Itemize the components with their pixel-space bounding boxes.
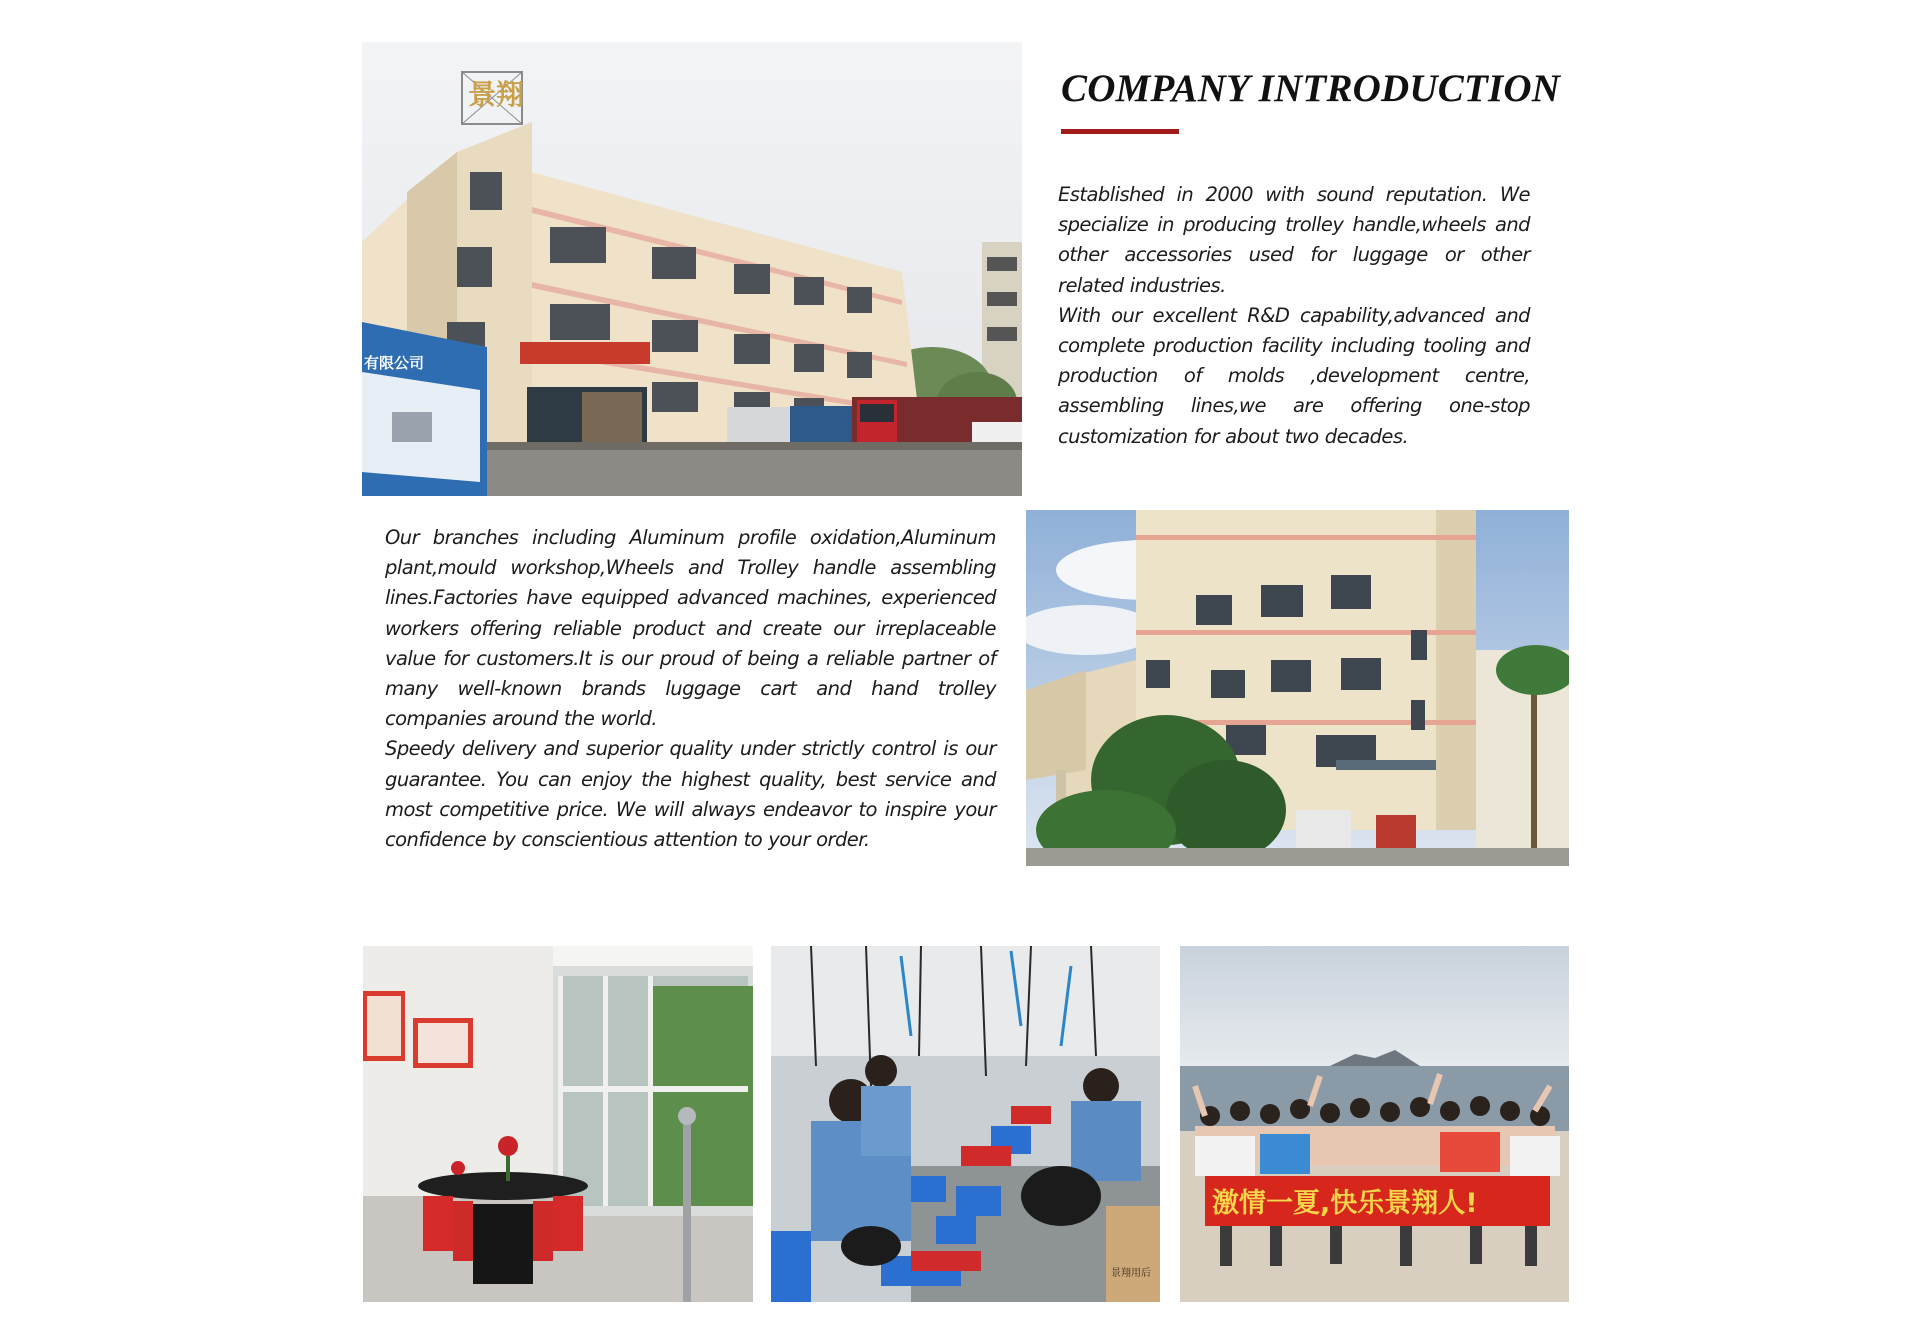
- intro-text: [1058, 180, 1530, 452]
- intro-paragraph: With our excellent R&D capability,advanced and complete production facility including tooling and production of molds ,development centre, assembling lines,we are offering one-stop customization for about two decades.: [1058, 303, 1530, 448]
- intro-paragraph: Established in 2000 with sound reputation. We specialize in producing trolley handle,wheels and other accessories used for luggage or other related industries.: [1058, 183, 1530, 297]
- title-underline: [1061, 129, 1179, 134]
- beach-banner-text: 激情一夏,快乐景翔人!: [1212, 1188, 1478, 1219]
- rooftop-sign-text: 景翔: [468, 78, 525, 111]
- booth-sign-text: 有限公司: [364, 354, 425, 372]
- branches-text: [385, 523, 996, 855]
- page-title: COMPANY INTRODUCTION: [1061, 67, 1561, 110]
- branches-paragraph: Speedy delivery and superior quality under strictly control is our guarantee. You can enjoy the highest quality, best service and most competitive price. We will always endeavor to inspire your confidence by conscientious attention to your order.: [385, 737, 996, 852]
- lounge-room-photo: [363, 946, 753, 1302]
- team-beach-photo: [1180, 946, 1569, 1302]
- box-label-text: 景翔用后: [1111, 1268, 1151, 1279]
- office-building-photo: [1026, 510, 1569, 866]
- branches-paragraph: Our branches including Aluminum profile oxidation,Aluminum plant,mould workshop,Wheels and Trolley handle assembling lines.Factories have equipped advanced machines, experienced workers offering reliable product and create our irreplaceable value for customers.It is our proud of being a reliable partner of many well-known brands luggage cart and hand trolley companies around the world.: [385, 526, 996, 731]
- assembly-workshop-photo: [771, 946, 1160, 1302]
- factory-building-photo: [362, 42, 1022, 496]
